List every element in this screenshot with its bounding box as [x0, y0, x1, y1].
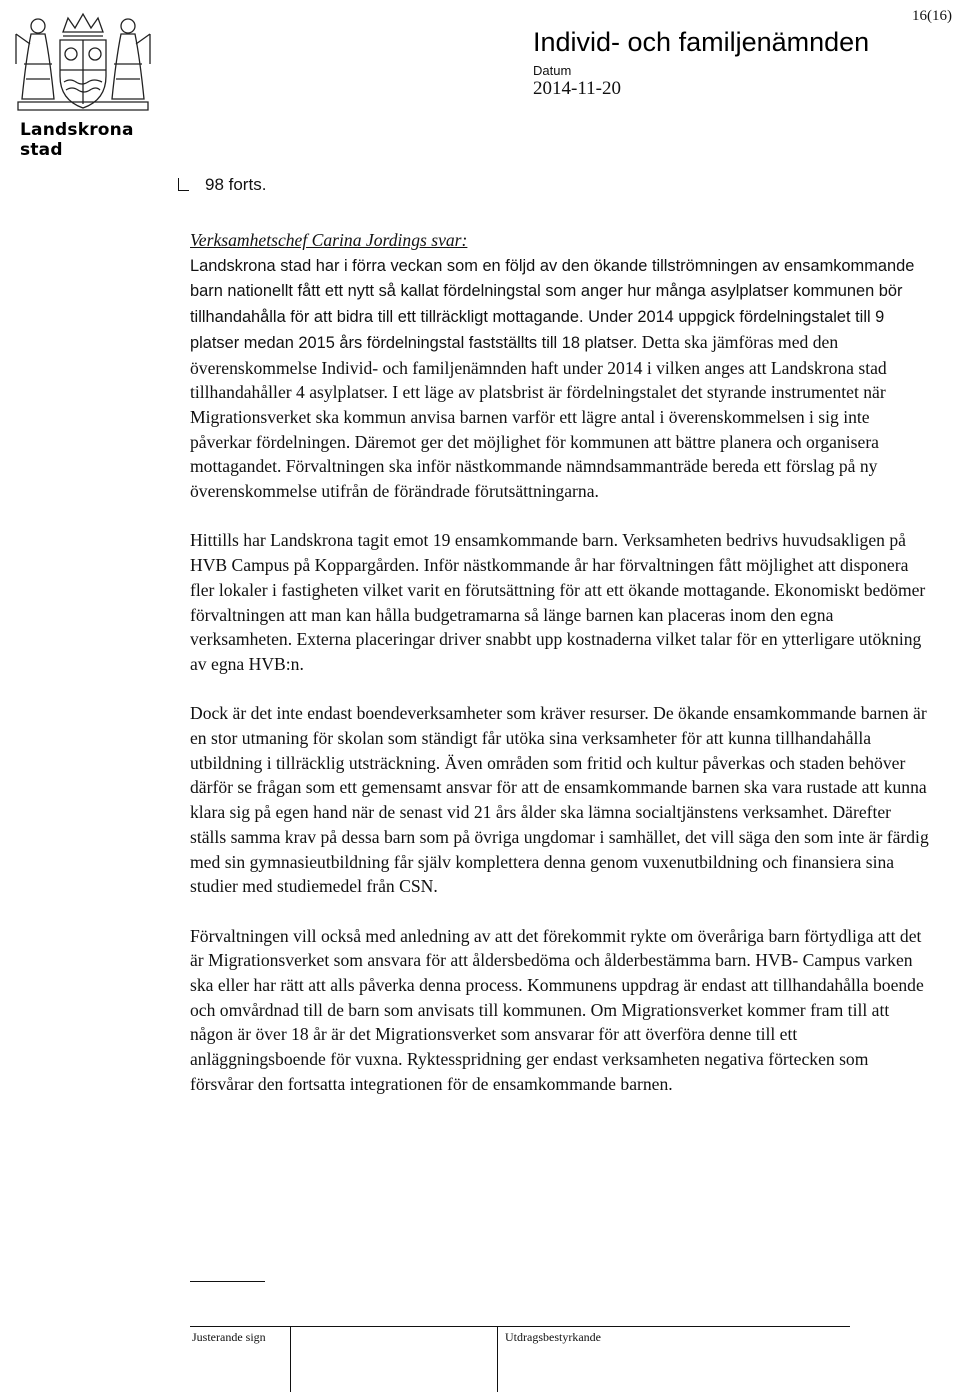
section-heading-text: 98 forts.: [205, 175, 267, 194]
utdragsbestyrkande-label: Utdragsbestyrkande: [505, 1330, 601, 1344]
speaker-label: Verksamhetschef Carina Jordings svar:: [190, 230, 468, 250]
logo-text: Landskrona stad: [20, 120, 134, 160]
paragraph: Dock är det inte endast boendeverksamheter som kräver resurser. De ökande ensamkommande barnen är en stor utmaning för skolan som ständigt får utöka sina verksamheter för att kunna tillhandahålla utbildning i tillräcklig utsträckning. Även områden som fritid och kultur påverkas och staden behöver därför se frågan som ett gemensamt ansvar för att de ensamkommande barnen ska vara rustade att kunna klara sig på egen hand när de senast vid 21 års ålder ska lämna socialtjänstens verksamhet. Därefter ställs samma krav på dessa barn som på övriga ungdomar i samhället, det vill säga den som inte är färdig med sin gymnasieutbildning får själv komplettera denna genom vuxenutbildning och finansiera sina studier med studiemedel från CSN.: [190, 703, 929, 897]
answer-lead: Landskrona stad har i förra veckan som en följd av den ökande tillströmningen av ensamkommande barn nationellt fått ett nytt så kallat fördelningstal som anger hur många asylplatser kommunen bör tillhandahålla för att bidra till ett tillräckligt mottagande. Under 2014 uppgick fördelningstalet till 9 platser medan 2015 års fördelningstal fastställts till 18 platser.: [190, 256, 915, 352]
paragraph: Förvaltningen vill också med anledning av att det förekommit rykte om överåriga barn förtydliga att det är Migrationsverket som ansvara för att åldersbedöma och ålderbestämma barn. HVB- Campus varken ska eller har rätt att alls påverka denna process. Kommunens uppdrag är endast att tillhandahålla boende och omvårdnad till de barn som anvisats till kommunen. Om Migrationsverket kommer fram till att någon är över 18 år är det Migrationsverket som ansvarar för att överföra denne till ett anläggningsboende för vuxna. Ryktesspridning ger endast verksamheten negativa förtecken som försvårar den fortsatta integrationen för de ensamkommande barnen.: [190, 925, 924, 1094]
answer-paragraph: [190, 228, 930, 504]
date-label: Datum: [533, 63, 572, 78]
landskrona-logo: [8, 4, 158, 160]
separator-line: [190, 1281, 265, 1282]
document-date: 2014-11-20: [533, 78, 621, 99]
section-heading: [178, 175, 266, 195]
body-text: [190, 228, 930, 1121]
paragraph: Hittills har Landskrona tagit emot 19 ensamkommande barn. Verksamheten bedrivs huvudsakligen på HVB Campus på Koppargården. Inför nästkommande år har förvaltningen fått möjlighet att disponera fler lokaler i fastigheten vilket varit en förutsättning för att ett ökande mottagande. Ekonomiskt bedömer förvaltningen att man kan hålla budgetramarna så länge barnen kan placeras inom den egna verksamheten. Externa placeringar driver snabbt upp kostnaderna vilket talar för en ytterligare utökning av egna HVB:n.: [190, 530, 926, 674]
footer-divider: [497, 1326, 498, 1392]
footer-divider: [290, 1326, 291, 1392]
page-number: 16(16): [912, 8, 952, 24]
justerande-sign-label: Justerande sign: [192, 1330, 266, 1344]
footer-rule: [190, 1326, 850, 1327]
committee-title: Individ- och familjenämnden: [533, 27, 870, 57]
corner-mark-icon: [178, 178, 189, 191]
coat-of-arms-icon: [8, 4, 158, 119]
answer-rest: Detta ska jämföras med den överenskommelse Individ- och familjenämnden haft under 2014 i vilken anges att Landskrona stad tillhandahåller 4 asylplatser. I ett läge av platsbrist är fördelningstalet det styrande instrumentet när Migrationsverket ska kommun anvisa barnen varför ett lägre antal i överenskommelsen i sig inte påverkar fördelningen. Däremot ger det möjlighet för kommunen att bättre planera och organisera mottagandet. Förvaltningen ska inför nästkommande nämndsammanträde bereda ett förslag på ny överenskommelse utifrån de förändrade förutsättningarna.: [190, 331, 887, 502]
